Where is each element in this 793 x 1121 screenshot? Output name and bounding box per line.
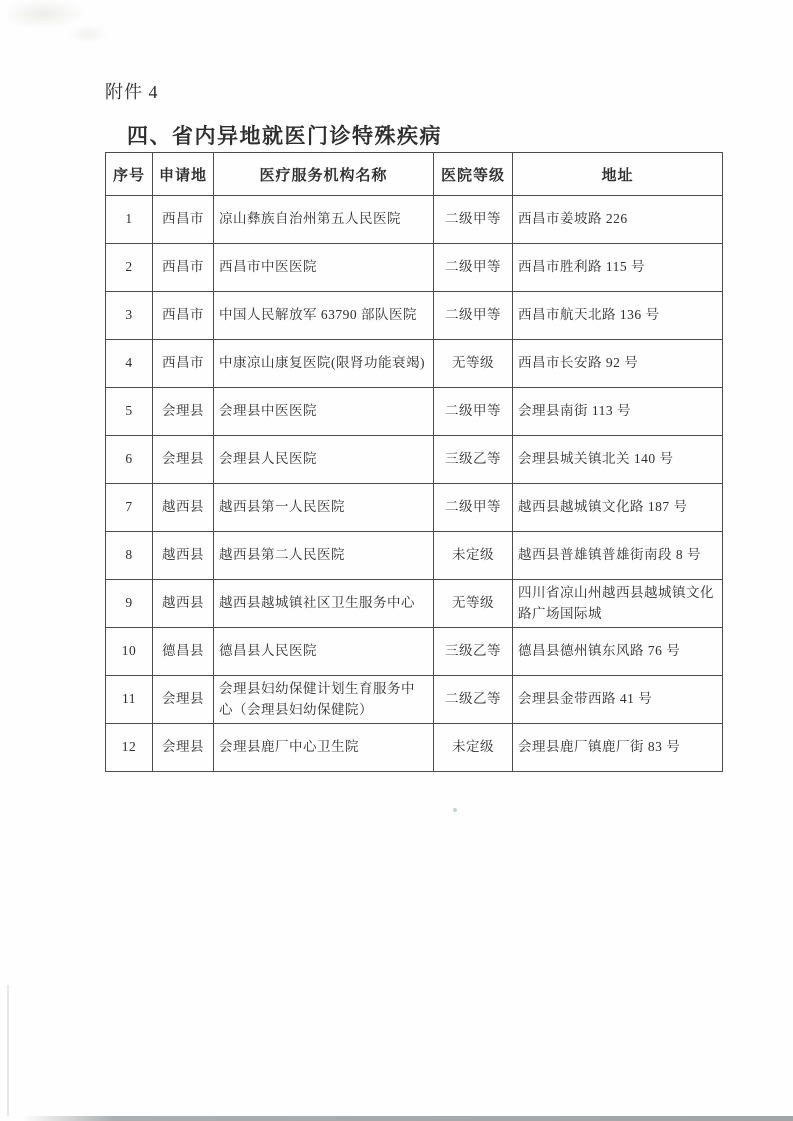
table-cell: 西昌市 bbox=[153, 340, 214, 388]
table-row bbox=[106, 724, 723, 772]
table-cell: 会理县南街 113 号 bbox=[513, 388, 723, 436]
table-cell: 会理县中医医院 bbox=[214, 388, 434, 436]
table-body bbox=[106, 196, 723, 772]
table-cell: 二级甲等 bbox=[434, 292, 513, 340]
table-cell: 会理县 bbox=[153, 724, 214, 772]
column-header: 申请地 bbox=[153, 153, 214, 196]
scan-speck bbox=[453, 808, 457, 812]
table-cell: 西昌市长安路 92 号 bbox=[513, 340, 723, 388]
table-cell: 德昌县 bbox=[153, 628, 214, 676]
table-cell: 会理县 bbox=[153, 388, 214, 436]
table-cell: 9 bbox=[106, 580, 153, 628]
table-cell: 二级甲等 bbox=[434, 196, 513, 244]
table-header-row bbox=[106, 153, 723, 196]
table-cell: 11 bbox=[106, 676, 153, 724]
table-cell: 中康凉山康复医院(限肾功能衰竭) bbox=[214, 340, 434, 388]
attachment-label: 附件 4 bbox=[105, 82, 159, 102]
page-title: 四、省内异地就医门诊特殊疾病 bbox=[127, 124, 442, 148]
table-cell: 1 bbox=[106, 196, 153, 244]
table-row bbox=[106, 340, 723, 388]
table-row bbox=[106, 436, 723, 484]
table-cell: 会理县 bbox=[153, 676, 214, 724]
table-cell: 西昌市胜利路 115 号 bbox=[513, 244, 723, 292]
table-cell: 越西县第二人民医院 bbox=[214, 532, 434, 580]
table-cell: 5 bbox=[106, 388, 153, 436]
table-cell: 越西县普雄镇普雄街南段 8 号 bbox=[513, 532, 723, 580]
table-cell: 会理县人民医院 bbox=[214, 436, 434, 484]
table-cell: 12 bbox=[106, 724, 153, 772]
table-row bbox=[106, 676, 723, 724]
table-cell: 四川省凉山州越西县越城镇文化路广场国际城 bbox=[513, 580, 723, 628]
table-cell: 会理县鹿厂镇鹿厂街 83 号 bbox=[513, 724, 723, 772]
table-cell: 会理县城关镇北关 140 号 bbox=[513, 436, 723, 484]
table-cell: 2 bbox=[106, 244, 153, 292]
table-row bbox=[106, 532, 723, 580]
table-cell: 无等级 bbox=[434, 580, 513, 628]
table-cell: 越西县 bbox=[153, 484, 214, 532]
column-header: 医疗服务机构名称 bbox=[214, 153, 434, 196]
table-row bbox=[106, 244, 723, 292]
table-cell: 德昌县人民医院 bbox=[214, 628, 434, 676]
column-header: 地址 bbox=[513, 153, 723, 196]
table-row bbox=[106, 484, 723, 532]
table-row bbox=[106, 388, 723, 436]
table-cell: 会理县妇幼保健计划生育服务中心（会理县妇幼保健院） bbox=[214, 676, 434, 724]
scan-smudge-top-left bbox=[8, 0, 108, 48]
scan-shadow-bottom bbox=[22, 1116, 793, 1121]
table-cell: 二级甲等 bbox=[434, 244, 513, 292]
table-cell: 未定级 bbox=[434, 532, 513, 580]
table-cell: 越西县 bbox=[153, 580, 214, 628]
table-cell: 会理县 bbox=[153, 436, 214, 484]
scan-edge-left bbox=[7, 985, 9, 1116]
table-cell: 二级乙等 bbox=[434, 676, 513, 724]
table-cell: 8 bbox=[106, 532, 153, 580]
table-cell: 越西县越城镇文化路 187 号 bbox=[513, 484, 723, 532]
table-row bbox=[106, 292, 723, 340]
table-cell: 西昌市航天北路 136 号 bbox=[513, 292, 723, 340]
table-cell: 会理县金带西路 41 号 bbox=[513, 676, 723, 724]
table-cell: 凉山彝族自治州第五人民医院 bbox=[214, 196, 434, 244]
table-cell: 二级甲等 bbox=[434, 484, 513, 532]
table-cell: 西昌市姜坡路 226 bbox=[513, 196, 723, 244]
table-cell: 越西县越城镇社区卫生服务中心 bbox=[214, 580, 434, 628]
table-cell: 西昌市 bbox=[153, 244, 214, 292]
table-cell: 10 bbox=[106, 628, 153, 676]
table-cell: 越西县第一人民医院 bbox=[214, 484, 434, 532]
table-cell: 无等级 bbox=[434, 340, 513, 388]
hospital-table bbox=[105, 152, 723, 772]
table-cell: 未定级 bbox=[434, 724, 513, 772]
column-header: 医院等级 bbox=[434, 153, 513, 196]
table-row bbox=[106, 580, 723, 628]
column-header: 序号 bbox=[106, 153, 153, 196]
table-cell: 三级乙等 bbox=[434, 628, 513, 676]
table-cell: 7 bbox=[106, 484, 153, 532]
table-cell: 越西县 bbox=[153, 532, 214, 580]
table-cell: 西昌市 bbox=[153, 292, 214, 340]
table-cell: 三级乙等 bbox=[434, 436, 513, 484]
table-cell: 3 bbox=[106, 292, 153, 340]
table-cell: 4 bbox=[106, 340, 153, 388]
table-cell: 德昌县德州镇东风路 76 号 bbox=[513, 628, 723, 676]
table-cell: 西昌市中医医院 bbox=[214, 244, 434, 292]
table-row bbox=[106, 196, 723, 244]
table-row bbox=[106, 628, 723, 676]
table-cell: 会理县鹿厂中心卫生院 bbox=[214, 724, 434, 772]
table-cell: 中国人民解放军 63790 部队医院 bbox=[214, 292, 434, 340]
table-cell: 二级甲等 bbox=[434, 388, 513, 436]
table-cell: 西昌市 bbox=[153, 196, 214, 244]
table-cell: 6 bbox=[106, 436, 153, 484]
